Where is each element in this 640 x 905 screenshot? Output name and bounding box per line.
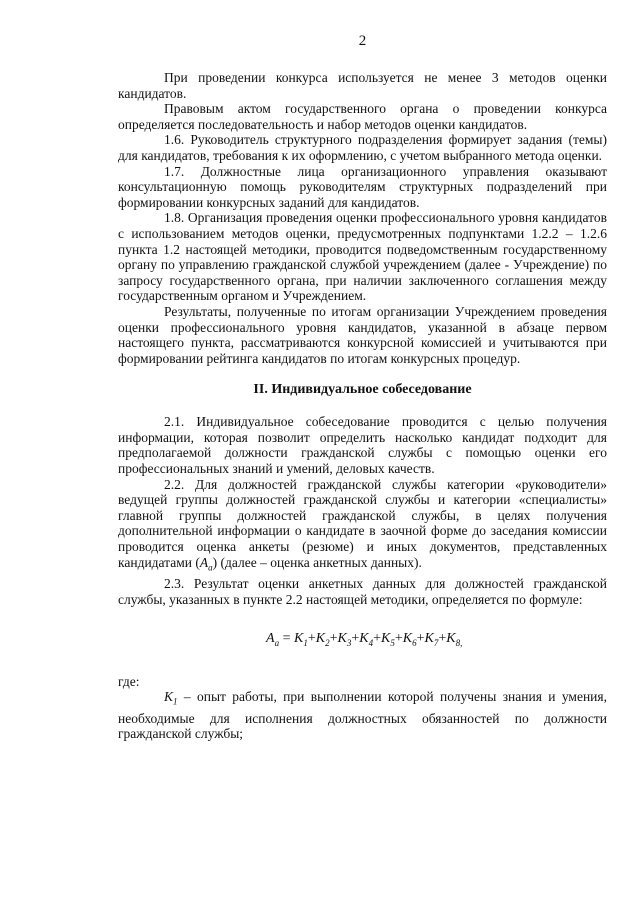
paragraph-2-3: 2.3. Результат оценки анкетных данных для должностей гражданской службы, указанных в пункте 2.2 настоящей методики, определяется по формуле: — [118, 575, 607, 607]
aa-symbol: $A_a$ — [199, 554, 213, 573]
page-number: 2 — [358, 33, 367, 49]
paragraph-2-2-text: 2.2. Для должностей гражданской службы категории «руководители» ведущей группы должностей гражданской службы и категории «специалисты» главной группы должностей гражданской службы, в целях получения дополнительной информации о кандидате в заочной форме до заседания комиссии проводится оценка анкеты (резюме) и иных документов, представленных кандидатами ( — [118, 476, 607, 570]
paragraph-2-1: 2.1. Индивидуальное собеседование проводится с целью получения информации, которая позволит определить насколько кандидат подходит для предполагаемой должности гражданской службы с помощью оценки его профессиональных знаний и умений, деловых качеств. — [118, 414, 607, 477]
paragraph: При проведении конкурса используется не менее 3 методов оценки кандидатов. — [118, 70, 607, 101]
paragraph: 1.6. Руководитель структурного подразделения формирует задания (темы) для кандидатов, требования к их оформлению, с учетом выбранного метода оценки. — [118, 132, 607, 163]
intro-paragraphs — [118, 70, 607, 366]
section-title: II. Индивидуальное собеседование — [253, 382, 472, 398]
paragraph: Результаты, полученные по итогам организации Учреждением проведения оценки профессионального уровня кандидатов, указанной в абзаце первом настоящего пункта, рассматриваются конкурсной комиссией и учитываются при формировании рейтинга кандидатов по итогам конкурсных процедур. — [118, 303, 607, 366]
k1-definition — [118, 689, 607, 741]
paragraph-2-2 — [118, 477, 607, 576]
paragraph: 1.8. Организация проведения оценки профессионального уровня кандидатов с использованием методов оценки, предусмотренных подпунктами 1.2.2 – 1.2.6 пункта 1.2 настоящей методики, проводится подведомственным государственному органу по управлению гражданской службой учреждением (далее - Учреждение) по запросу государственного органа, при наличии заключенного соглашения между государственным органом и Учреждением. — [118, 210, 607, 304]
paragraph: Правовым актом государственного органа о проведении конкурса определяется последовательность и набор методов оценки кандидатов. — [118, 101, 607, 132]
paragraph: 1.7. Должностные лица организационного управления оказывают консультационную помощь руководителям структурных подразделений при формировании конкурсных заданий для кандидатов. — [118, 163, 607, 210]
k1-symbol: $K_1$ — [164, 689, 178, 708]
k1-definition-text: – опыт работы, при выполнении которой получены знания и умения, необходимые для исполнения должностных обязанностей по должности гражданской службы; — [118, 689, 607, 742]
where-label: где: — [118, 673, 140, 689]
formula: $A_a = K_1+K_2+K_3+K_4+K_5+K_6+K_7+K_{8,}$ — [266, 631, 463, 648]
paragraph-2-2-tail: ) (далее – оценка анкетных данных). — [212, 554, 422, 570]
